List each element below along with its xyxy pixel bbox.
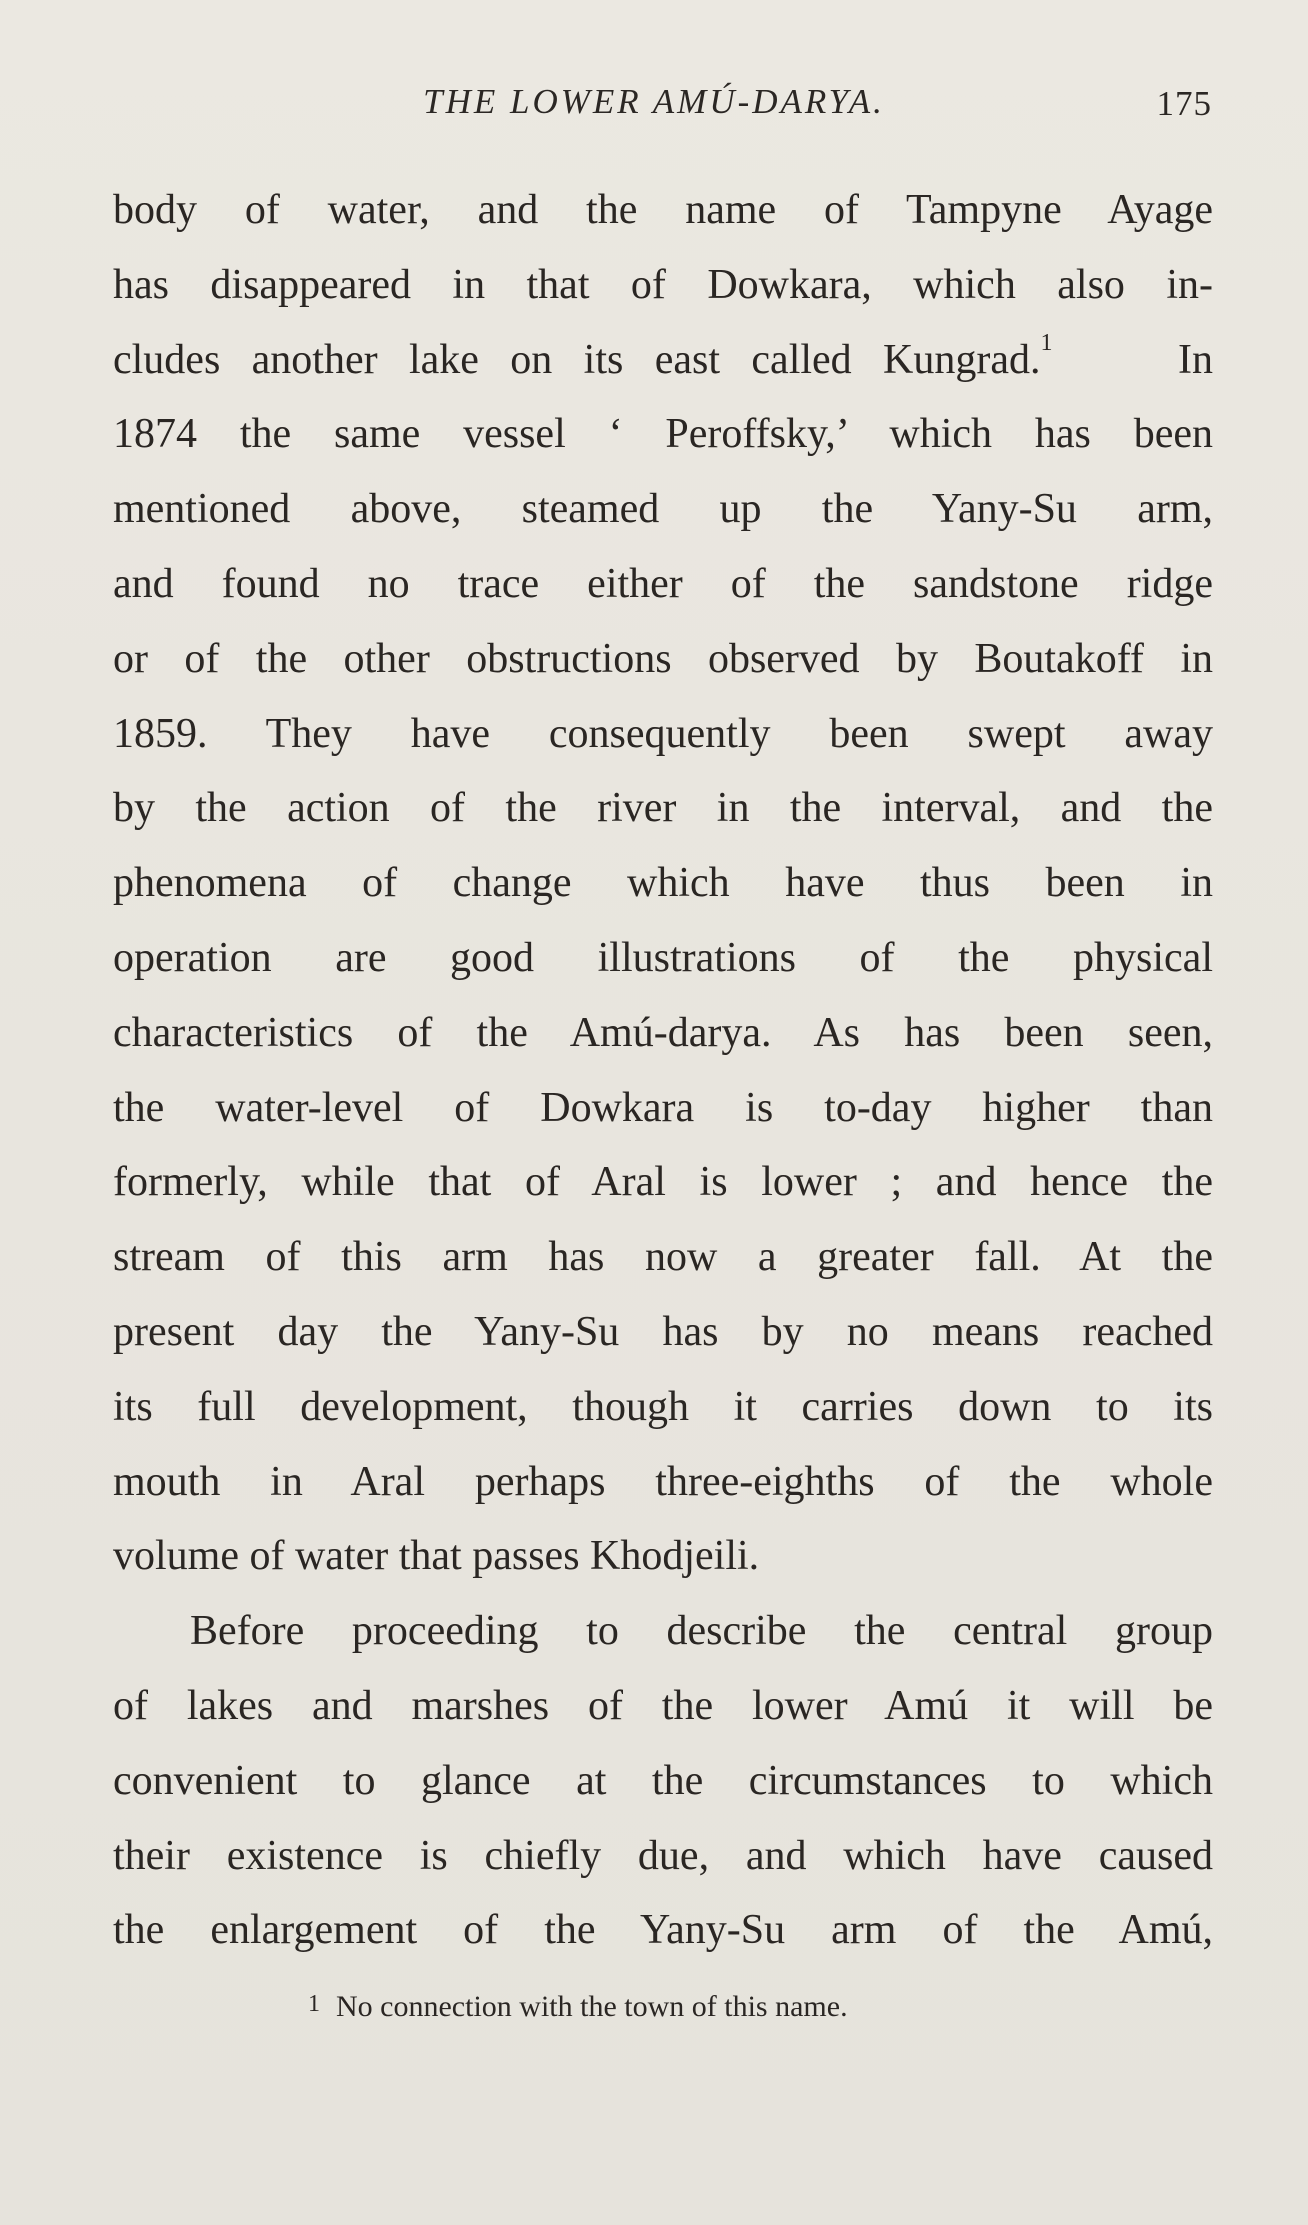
text-line: present day the Yany-Su has by no means reached — [113, 1308, 1213, 1355]
text-line: and found no trace either of the sandstone ridge — [113, 560, 1213, 607]
text-line: the water-level of Dowkara is to-day higher than — [113, 1084, 1213, 1131]
text-line: 1859. They have consequently been swept away — [113, 710, 1213, 757]
page-number: 175 — [1156, 84, 1212, 123]
running-head — [0, 78, 1308, 128]
text-line-with-note — [113, 323, 1213, 398]
text-line: mentioned above, steamed up the Yany-Su arm, — [113, 486, 1213, 533]
text-line: of lakes and marshes of the lower Amú it will be — [113, 1682, 1213, 1729]
text-line: body of water, and the name of Tampyne Ayage — [113, 187, 1213, 233]
text-line: phenomena of change which have thus been in — [113, 860, 1213, 907]
text-line: characteristics of the Amú-darya. As has been seen, — [113, 1009, 1213, 1056]
text-line: or of the other obstructions observed by Boutakoff in — [113, 635, 1213, 682]
text-line: formerly, while that of Aral is lower ; and hence the — [113, 1159, 1213, 1206]
footnote-text: No connection with the town of this name. — [336, 1990, 848, 2023]
paragraph-first-line: Before proceeding to describe the central group — [190, 1608, 1213, 1655]
text-line: 1874 the same vessel ‘ Peroffsky,’ which has been — [113, 411, 1213, 458]
text-line: stream of this arm has now a greater fall. At the — [113, 1234, 1213, 1281]
text-line: mouth in Aral perhaps three-eighths of the whole — [113, 1458, 1213, 1505]
footnote — [308, 1990, 848, 2024]
footnote-reference: 1 — [1040, 329, 1053, 356]
text-line: by the action of the river in the interval, and the — [113, 785, 1213, 832]
text-line: the enlargement of the Yany-Su arm of the Amú, — [113, 1907, 1213, 1954]
text-line-segment: cludes another lake on its east called Kungrad. — [113, 336, 1041, 383]
text-line: its full development, though it carries down to its — [113, 1383, 1213, 1430]
text-line-segment-tail: In — [1178, 336, 1214, 383]
footnote-marker: 1 — [308, 1991, 320, 2017]
text-line: has disappeared in that of Dowkara, which also in- — [113, 261, 1213, 308]
text-line: convenient to glance at the circumstances to which — [113, 1757, 1213, 1804]
running-title: THE LOWER AMÚ-DARYA. — [423, 82, 885, 121]
body-text — [113, 173, 1213, 1968]
paragraph-last-line: volume of water that passes Khodjeili. — [113, 1533, 760, 1580]
text-line: their existence is chiefly due, and which have caused — [113, 1832, 1213, 1879]
text-line: operation are good illustrations of the physical — [113, 934, 1213, 981]
